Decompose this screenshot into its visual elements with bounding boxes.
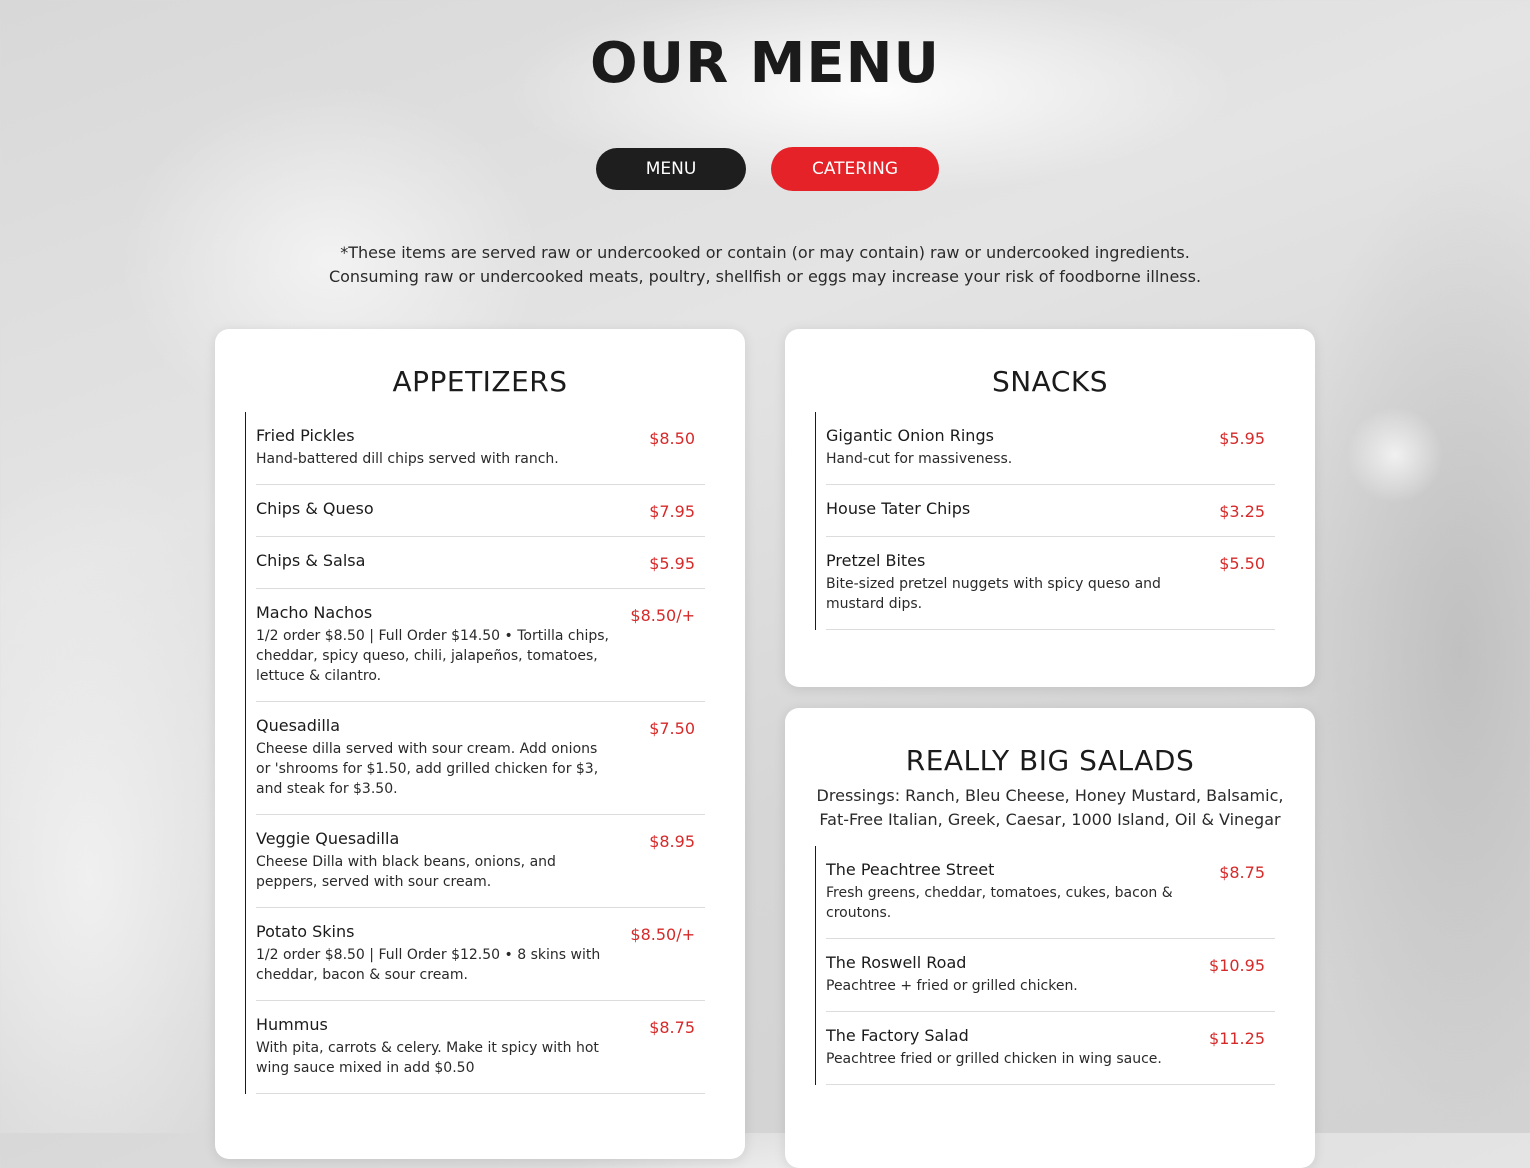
menu-item-description: Fresh greens, cheddar, tomatoes, cukes, bacon & croutons. bbox=[826, 885, 1173, 921]
page-title: OUR MENU bbox=[589, 31, 940, 96]
menu-item-description: 1/2 order $8.50 | Full Order $12.50 • 8 skins with cheddar, bacon & sour cream. bbox=[256, 947, 601, 983]
menu-item-description: Peachtree fried or grilled chicken in wing sauce. bbox=[826, 1051, 1162, 1067]
catering-tab-button[interactable]: CATERING bbox=[771, 147, 939, 191]
menu-item-description: With pita, carrots & celery. Make it spicy with hot wing sauce mixed in add $0.50 bbox=[256, 1040, 599, 1076]
menu-item-description: Bite-sized pretzel nuggets with spicy queso and mustard dips. bbox=[826, 576, 1161, 612]
section-title-salads: REALLY BIG SALADS bbox=[905, 744, 1195, 777]
menu-item bbox=[826, 412, 1275, 485]
menu-item-price: $5.50 bbox=[1219, 554, 1265, 573]
menu-item-description: Cheese dilla served with sour cream. Add onions or 'shrooms for $1.50, add grilled chicken for $3, and steak for $3.50. bbox=[256, 741, 599, 797]
menu-item-price: $3.25 bbox=[1219, 502, 1265, 521]
menu-item-price: $10.95 bbox=[1209, 956, 1265, 975]
menu-item-name: Chips & Salsa bbox=[256, 551, 366, 570]
menu-item-price: $8.50/+ bbox=[630, 606, 695, 625]
menu-item-name: Pretzel Bites bbox=[826, 551, 926, 570]
menu-item-list bbox=[815, 412, 1275, 630]
menu-item bbox=[826, 485, 1275, 537]
menu-item-price: $8.75 bbox=[1219, 863, 1265, 882]
menu-item bbox=[256, 702, 705, 815]
menu-item-name: Veggie Quesadilla bbox=[256, 829, 400, 848]
raw-food-disclaimer bbox=[0, 241, 1530, 289]
menu-item-name: Fried Pickles bbox=[256, 426, 355, 445]
menu-item-name: Gigantic Onion Rings bbox=[826, 426, 994, 445]
menu-item-price: $7.50 bbox=[649, 719, 695, 738]
menu-item-description: Hand-cut for massiveness. bbox=[826, 451, 1013, 467]
menu-item-price: $8.50/+ bbox=[630, 925, 695, 944]
menu-item bbox=[256, 485, 705, 537]
appetizers-card bbox=[215, 329, 745, 1159]
menu-item-price: $5.95 bbox=[649, 554, 695, 573]
salads-card bbox=[785, 708, 1315, 1168]
snacks-card bbox=[785, 329, 1315, 687]
menu-item-description: 1/2 order $8.50 | Full Order $14.50 • Tortilla chips, cheddar, spicy queso, chili, jalapeños, tomatoes, lettuce & cilantro. bbox=[256, 628, 610, 684]
menu-item bbox=[256, 908, 705, 1001]
menu-item-name: Macho Nachos bbox=[256, 603, 373, 622]
menu-item bbox=[256, 1001, 705, 1094]
menu-item-price: $5.95 bbox=[1219, 429, 1265, 448]
menu-item-name: Quesadilla bbox=[256, 716, 341, 735]
menu-item-name: Potato Skins bbox=[256, 922, 355, 941]
menu-item-description: Hand-battered dill chips served with ranch. bbox=[256, 451, 559, 467]
dressings-note: Dressings: Ranch, Bleu Cheese, Honey Mustard, Balsamic, Fat-Free Italian, Greek, Caesar, 1000 Island, Oil & Vinegar bbox=[816, 786, 1284, 829]
section-title-snacks: SNACKS bbox=[991, 365, 1109, 398]
menu-tab-button[interactable]: MENU bbox=[596, 148, 746, 190]
menu-item-name: House Tater Chips bbox=[826, 499, 971, 518]
menu-item bbox=[826, 939, 1275, 1012]
menu-item bbox=[256, 589, 705, 702]
menu-item-name: Hummus bbox=[256, 1015, 328, 1034]
menu-item-name: The Peachtree Street bbox=[826, 860, 995, 879]
menu-item-list bbox=[815, 846, 1275, 1085]
menu-item-price: $11.25 bbox=[1209, 1029, 1265, 1048]
menu-item-description: Cheese Dilla with black beans, onions, and peppers, served with sour cream. bbox=[256, 854, 556, 890]
disclaimer-line-2: Consuming raw or undercooked meats, poultry, shellfish or eggs may increase your risk of foodborne illness. bbox=[328, 267, 1202, 286]
menu-item bbox=[826, 846, 1275, 939]
menu-item-price: $8.50 bbox=[649, 429, 695, 448]
disclaimer-line-1: *These items are served raw or undercooked or contain (or may contain) raw or undercooked ingredients. bbox=[340, 243, 1190, 262]
menu-item bbox=[256, 815, 705, 908]
menu-item-price: $8.75 bbox=[649, 1018, 695, 1037]
menu-item bbox=[826, 1012, 1275, 1085]
menu-item bbox=[256, 537, 705, 589]
menu-item-name: Chips & Queso bbox=[256, 499, 374, 518]
menu-item-price: $8.95 bbox=[649, 832, 695, 851]
menu-item-list bbox=[245, 412, 705, 1094]
menu-item-description: Peachtree + fried or grilled chicken. bbox=[826, 978, 1078, 994]
menu-item-price: $7.95 bbox=[649, 502, 695, 521]
menu-item-name: The Factory Salad bbox=[826, 1026, 969, 1045]
menu-item-name: The Roswell Road bbox=[826, 953, 967, 972]
menu-item bbox=[826, 537, 1275, 630]
section-title-appetizers: APPETIZERS bbox=[392, 365, 568, 398]
menu-item bbox=[256, 412, 705, 485]
